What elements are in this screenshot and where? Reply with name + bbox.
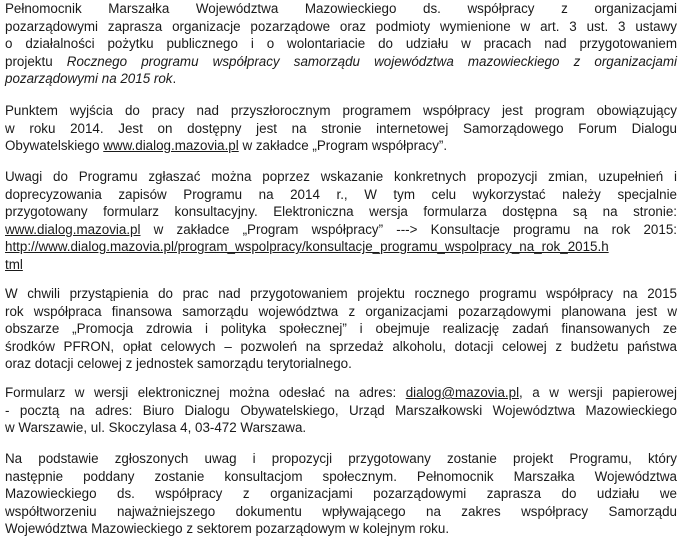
text-line: w Warszawie, ul. Skoczylasa 4, 03-472 Warszawa.	[5, 420, 307, 436]
text-span: Obywatelskiego	[5, 138, 104, 154]
text-line: o działalności pożytku publicznego i o wolontariacie do udziału w pracach nad przygotowaniem	[5, 36, 677, 52]
text-span: .	[172, 71, 177, 87]
text-line: pozarządowymi zaprasza organizacje pozarządowe oraz podmioty wymienione w art. 3 ust. 3 ustawy	[5, 18, 677, 34]
program-title-italic: pozarządowymi na 2015 rok	[5, 71, 173, 87]
text-line	[5, 221, 677, 239]
text-line: Punktem wyjścia do pracy nad przyszłorocznym programem współpracy jest program obowiązujący	[5, 103, 677, 118]
text-line	[5, 53, 677, 71]
text-line: - pocztą na adres: Biuro Dialogu Obywatelskiego, Urząd Marszałkowski Województwa Mazowieckiego	[5, 402, 677, 418]
text-line	[5, 137, 677, 155]
text-line: środków PFRON, opłat celowych – pozwoleń na sprzedaż alkoholu, dotacji celowej z budżetu państwa	[5, 338, 677, 354]
text-line: Pełnomocnik Marszałka Województwa Mazowieckiego ds. współpracy z organizacjami	[5, 1, 677, 16]
dialog-website-link[interactable]: www.dialog.mazovia.pl	[5, 221, 141, 237]
paragraph-starting-point	[5, 102, 677, 155]
text-span: w zakładce „Program współpracy” ---> Konsultacje programu na rok 2015:	[140, 221, 677, 237]
text-line	[5, 238, 677, 256]
text-span: Formularz w wersji elektronicznej można odesłać na adres:	[5, 385, 406, 400]
text-line	[5, 256, 677, 274]
text-span: , a w wersji papierowej	[519, 385, 677, 400]
consultation-url-link[interactable]: http://www.dialog.mazovia.pl/program_wspolpracy/konsultacje_programu_wspolpracy_na_rok_2015.h	[5, 239, 609, 255]
paragraph-submission	[5, 384, 677, 437]
text-line: w roku 2014. Jest on dostępny jest na stronie internetowej Samorządowego Forum Dialogu	[5, 120, 677, 136]
text-line: Uwagi do Programu zgłaszać można poprzez wskazanie konkretnych propozycji zmian, uzupełnień i	[5, 169, 677, 184]
text-span: w zakładce „Program współpracy”.	[238, 138, 448, 154]
paragraph-invitation	[5, 0, 677, 88]
text-line: W chwili przystąpienia do prac nad przygotowaniem projektu rocznego programu współpracy na 2015	[5, 286, 677, 301]
text-line: współtworzeniu najważniejszego dokumentu wpływającego na zakres współpracy Samorządu	[5, 503, 677, 519]
text-span: projektu	[5, 53, 67, 69]
text-line	[5, 70, 677, 88]
text-line: przygotowany formularz konsultacyjny. Elektroniczna wersja formularza dostępna są na stronie:	[5, 204, 677, 220]
text-line: Na podstawie zgłoszonych uwag i propozycji przygotowany zostanie projekt Programu, który	[5, 451, 677, 466]
paragraph-next-steps	[5, 450, 677, 538]
text-line: następnie poddany zostanie konsultacjom społecznym. Pełnomocnik Marszałka Województwa	[5, 468, 677, 484]
program-title-italic: Rocznego programu współpracy samorządu województwa mazowieckiego z organizacjami	[66, 53, 678, 69]
text-line: doprecyzowania zapisów Programu na 2014 r., W tym celu wykorzystać należy specjalnie	[5, 186, 677, 202]
text-line: Województwa Mazowieckiego z sektorem pozarządowym w kolejnym roku.	[5, 521, 450, 537]
paragraph-comments	[5, 168, 677, 274]
consultation-url-link-continued[interactable]: tml	[5, 256, 23, 272]
text-line: rok współpraca finansowa samorządu województwa z organizacjami pozarządowymi planowana jest w	[5, 303, 677, 319]
dialog-website-link[interactable]: www.dialog.mazovia.pl	[103, 138, 239, 154]
text-line: obszarze „Promocja zdrowia i polityka społecznej” i obejmuje realizację zadań finansowanych ze	[5, 321, 677, 337]
text-line: Mazowieckiego ds. współpracy z organizacjami pozarządowymi zaprasza do udziału we	[5, 486, 677, 502]
paragraph-financial-cooperation	[5, 285, 677, 373]
text-line	[5, 384, 677, 402]
email-link[interactable]: dialog@mazovia.pl	[405, 385, 520, 400]
text-line: oraz dotacji celowej z jednostek samorządu terytorialnego.	[5, 356, 352, 372]
